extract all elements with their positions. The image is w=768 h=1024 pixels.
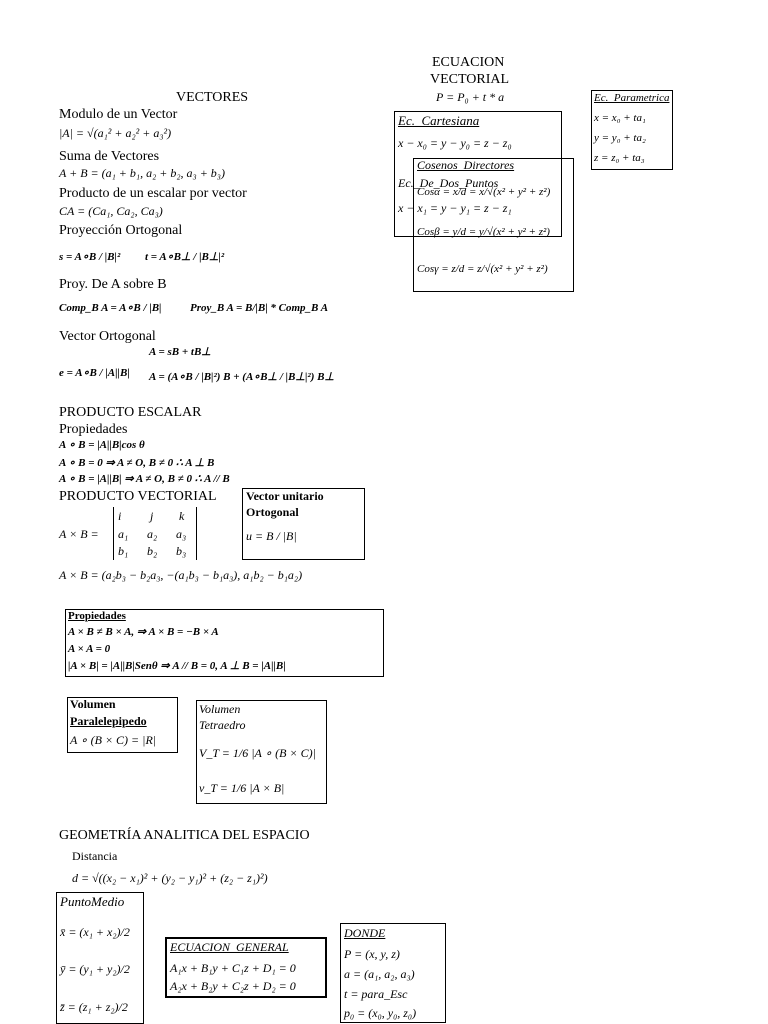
geometria-title: GEOMETRÍA ANALITICA DEL ESPACIO [59,828,310,843]
escalar-prop-1: A ∘ B = |A||B|cos θ [59,439,145,451]
vectores-title: VECTORES [176,90,249,105]
cartesiana-formula: x − x₀ = y − y₀ = z − z₀ [398,136,512,150]
matrix-cell: b₃ [176,544,187,558]
ortogonal-title: Vector Ortogonal [59,329,156,344]
matrix-cell: i [118,509,122,523]
cartesiana-title: Ec._Cartesiana [398,113,480,128]
matrix-cell: a₁ [118,527,129,541]
matrix-cell: b₂ [147,544,158,558]
matrix-cell: j [150,509,154,523]
tetraedro-formula-2: v_T = 1/6 |A × B| [199,781,285,795]
modulo-formula: |A| = √(a₁² + a₂² + a₃²) [59,126,172,140]
matrix-cell: k [179,509,185,523]
propiedades-line-1: A × B ≠ B × A, ⇒ A × B = −B × A [68,626,219,638]
vector-unitario-formula: u = B / |B| [246,529,297,543]
proyeccion-t: t = A∘B⊥ / |B⊥|² [145,251,225,263]
escalar-prop-2: A ∘ B = 0 ⇒ A ≠ O, B ≠ 0 ∴ A ⊥ B [59,457,215,469]
punto-medio-z: z̄ = (z₁ + z₂)/2 [60,1000,128,1014]
vectorial-expanded: A × B = (a₂b₃ − b₂a₃, −(a₁b₃ − b₁a₃), a₁b₂ − b₁a₂) [59,568,303,582]
tetraedro-title2: Tetraedro [199,718,246,732]
matrix-cell: a₂ [147,527,158,541]
propiedades-title: Propiedades [68,610,126,622]
proy-formula: Proy_B A = B/|B| * Comp_B A [190,302,329,314]
parametrica-line-x: x = x₀ + ta₁ [594,112,646,124]
proy-title: Proy. De A sobre B [59,277,167,292]
parametrica-line-y: y = y₀ + ta₂ [594,132,646,144]
distancia-title: Distancia [72,849,118,863]
ecuacion-general-2: A₂x + B₂y + C₂z + D₂ = 0 [170,979,296,993]
tetraedro-title1: Volumen [199,702,241,716]
ecuacion-vectorial-formula: P = P₀ + t * a [436,90,505,104]
suma-formula: A + B = (a₁ + b₁, a₂ + b₂, a₃ + b₃) [59,166,225,180]
parametrica-line-z: z = z₀ + ta₃ [594,152,645,164]
punto-medio-title: PuntoMedio [60,894,125,909]
paralelepipedo-formula: A ∘ (B × C) = |R| [70,733,157,747]
propiedades-line-2: A × A = 0 [68,643,111,655]
vector-unitario-title2: Ortogonal [246,505,299,519]
parametrica-title: Ec._Parametrica [594,92,670,104]
propiedades-line-3: |A × B| = |A||B|Senθ ⇒ A // B = 0, A ⊥ B = |A||B| [68,660,286,672]
proyeccion-title: Proyección Ortogonal [59,223,183,238]
dos-puntos-title: Ec._De_Dos_Puntos [398,176,499,190]
cosenos-gamma: Cosγ = z/d = z/√(x² + y² + z²) [417,263,548,275]
ortogonal-a: A = sB + tB⊥ [149,346,211,358]
paralelepipedo-title1: Volumen [70,697,116,711]
ortogonal-e: e = A∘B / |A||B| [59,367,130,379]
suma-title: Suma de Vectores [59,149,160,164]
producto-escalar-title: PRODUCTO ESCALAR [59,405,202,420]
ecuacion-general-1: A₁x + B₁y + C₁z + D₁ = 0 [170,961,296,975]
distancia-formula: d = √((x₂ − x₁)² + (y₂ − y₁)² + (z₂ − z₁)²) [72,871,268,885]
escalar-prop-3: A ∘ B = |A||B| ⇒ A ≠ O, B ≠ 0 ∴ A // B [59,473,230,485]
paralelepipedo-title2: Paralelepipedo [70,714,147,728]
donde-line-1: P = (x, y, z) [344,947,400,961]
donde-line-4: p₀ = (x₀, y₀, z₀) [344,1006,417,1020]
ortogonal-expansion: A = (A∘B / |B|²) B + (A∘B⊥ / |B⊥|²) B⊥ [149,371,335,383]
matrix-cell: a₃ [176,527,187,541]
tetraedro-formula-1: V_T = 1/6 |A ∘ (B × C)| [199,746,316,760]
donde-line-3: t = para_Esc [344,987,408,1001]
punto-medio-x: x̄ = (x₁ + x₂)/2 [60,925,130,939]
ecuacion-general-title: ECUACION_GENERAL [170,940,289,954]
escalar-formula: CA = (Ca₁, Ca₂, Ca₃) [59,204,163,218]
modulo-title: Modulo de un Vector [59,107,178,122]
ecuacion-title-line1: ECUACION [432,55,505,70]
matrix-cell: b₁ [118,544,129,558]
cosenos-title: Cosenos_Directores [417,158,515,172]
cosenos-alpha: Cosα = x/d = x/√(x² + y² + z²) [417,186,551,198]
dos-puntos-formula: x − x₁ = y − y₁ = z − z₁ [398,201,512,215]
proyeccion-s: s = A∘B / |B|² [59,251,121,263]
matrix-lhs: A × B = [59,527,99,541]
cosenos-beta: Cosβ = y/d = y/√(x² + y² + z²) [417,226,550,238]
comp-formula: Comp_B A = A∘B / |B| [59,302,162,314]
donde-title: DONDE [344,926,386,940]
punto-medio-y: ȳ = (y₁ + y₂)/2 [60,962,130,976]
producto-vectorial-title: PRODUCTO VECTORIAL [59,489,217,504]
vector-unitario-title1: Vector unitario [246,489,324,503]
escalar-propiedades-title: Propiedades [59,422,128,437]
ecuacion-title-line2: VECTORIAL [430,72,510,87]
escalar-title: Producto de un escalar por vector [59,186,247,201]
donde-line-2: a = (a₁, a₂, a₃) [344,967,415,981]
